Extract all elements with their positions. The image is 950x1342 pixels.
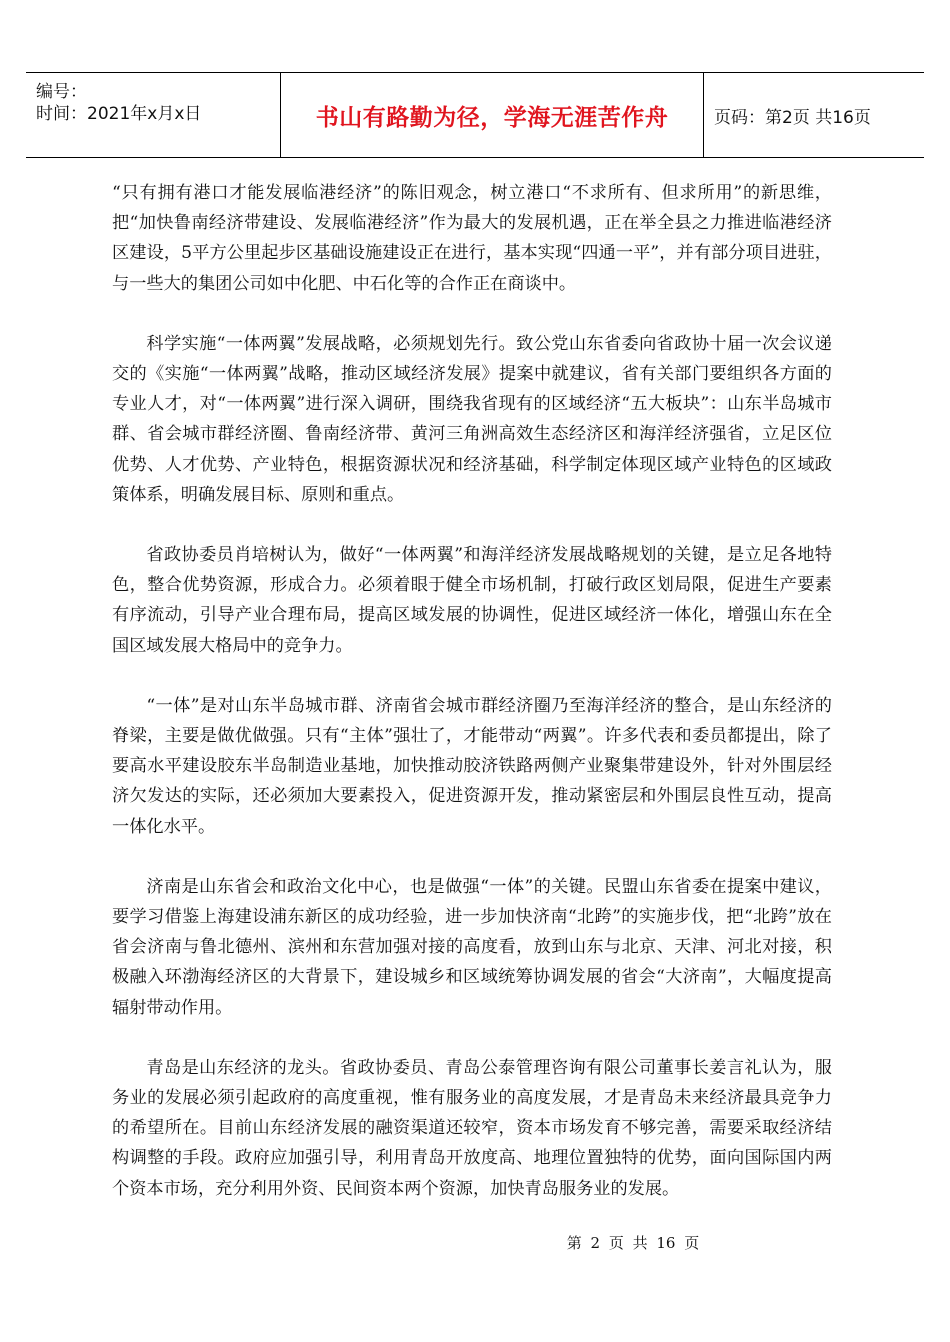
page-footer: 第 2 页 共 16 页 bbox=[566, 1234, 700, 1252]
paragraph: “只有拥有港口才能发展临港经济”的陈旧观念，树立港口“不求所有、但求所用”的新思维，把“加快鲁南经济带建设、发展临港经济”作为最大的发展机遇，正在举全县之力推进临港经济区建设，5平方公里起步区基础设施建设正在进行，基本实现“四通一平”，并有部分项目进驻，与一些大的集团公司如中化肥、中石化等的合作正在商谈中。 bbox=[112, 183, 832, 294]
header-page-number: 页码：第2页 共16页 bbox=[714, 107, 871, 128]
document-time-label: 时间：2021年x月x日 bbox=[36, 104, 202, 124]
paragraph: “一体”是对山东半岛城市群、济南省会城市群经济圈乃至海洋经济的整合，是山东经济的脊梁，主要是做优做强。只有“主体”强壮了，才能带动“两翼”。许多代表和委员都提出，除了要高水平建设胶东半岛制造业基地，加快推动胶济铁路两侧产业聚集带建设外，针对外围层经济欠发达的实际，还必须加大要素投入，促进资源开发，推动紧密层和外围层良性互动，提高一体化水平。 bbox=[112, 695, 832, 837]
paragraph: 省政协委员肖培树认为，做好“一体两翼”和海洋经济发展战略规划的关键，是立足各地特色，整合优势资源，形成合力。必须着眼于健全市场机制，打破行政区划局限，促进生产要素有序流动，引导产业合理布局，提高区域发展的协调性，促进区域经济一体化，增强山东在全国区域发展大格局中的竞争力。 bbox=[112, 545, 832, 656]
header-left-info bbox=[36, 81, 201, 125]
paragraph: 青岛是山东经济的龙头。省政协委员、青岛公泰管理咨询有限公司董事长姜言礼认为，服务业的发展必须引起政府的高度重视，惟有服务业的高度发展，才是青岛未来经济最具竞争力的希望所在。目前山东经济发展的融资渠道还较窄，资本市场发育不够完善，需要采取经济结构调整的手段。政府应加强引导，利用青岛开放度高、地理位置独特的优势，面向国际国内两个资本市场，充分利用外资、民间资本两个资源，加快青岛服务业的发展。 bbox=[112, 1057, 832, 1199]
paragraph: 科学实施“一体两翼”发展战略，必须规划先行。致公党山东省委向省政协十届一次会议递交的《实施“一体两翼”战略，推动区域经济发展》提案中就建议，省有关部门要组织各方面的专业人才，对“一体两翼”进行深入调研，围绕我省现有的区域经济“五大板块”：山东半岛城市群、省会城市群经济圈、鲁南经济带、黄河三角洲高效生态经济区和海洋经济强省，立足区位优势、人才优势、产业特色，根据资源状况和经济基础，科学制定体现区域产业特色的区域政策体系，明确发展目标、原则和重点。 bbox=[112, 333, 832, 505]
document-body bbox=[112, 178, 832, 1234]
header-motto: 书山有路勤为径，学海无涯苦作舟 bbox=[280, 73, 704, 157]
page-header bbox=[26, 72, 924, 158]
paragraph: 济南是山东省会和政治文化中心，也是做强“一体”的关键。民盟山东省委在提案中建议，要学习借鉴上海建设浦东新区的成功经验，进一步加快济南“北跨”的实施步伐，把“北跨”放在省会济南与鲁北德州、滨州和东营加强对接的高度看，放到山东与北京、天津、河北对接，积极融入环渤海经济区的大背景下，建设城乡和区域统筹协调发展的省会“大济南”，大幅度提高辐射带动作用。 bbox=[112, 876, 832, 1018]
document-number-label: 编号： bbox=[36, 82, 87, 102]
